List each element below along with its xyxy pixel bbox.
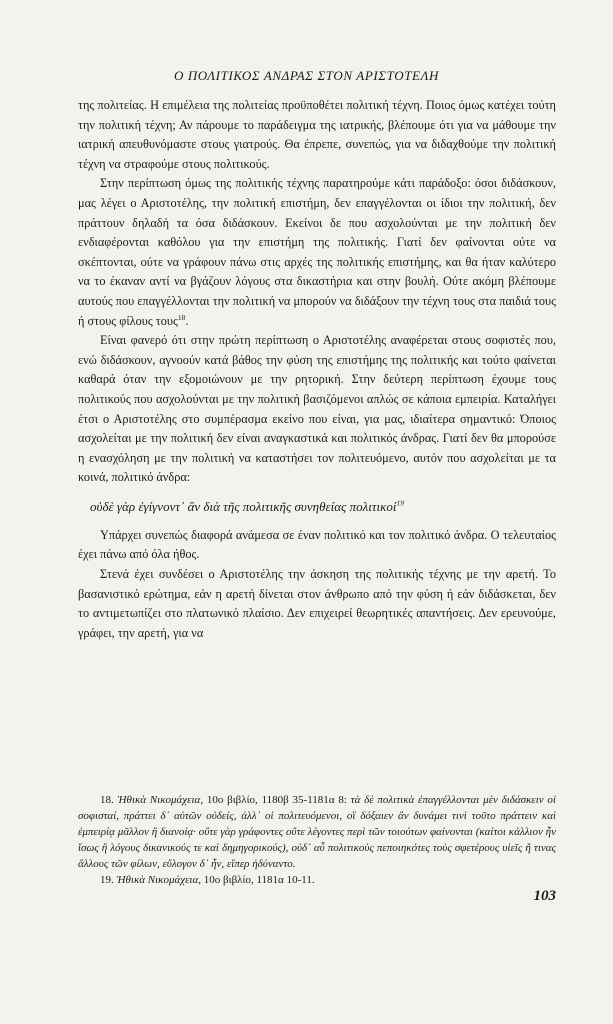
footnote-19-reference: , 10ο βιβλίο, 1181α 10-11. [198, 874, 315, 886]
footnote-ref-18[interactable]: 18 [177, 312, 186, 322]
greek-quote-text: οὐδὲ γὰρ ἐγίγνοντ᾽ ἂν διὰ τῆς πολιτικῆς συνηθείας πολιτικοί [90, 498, 397, 514]
greek-quote [90, 496, 556, 518]
footnote-18-number: 18. [100, 794, 114, 806]
footnote-19-number: 19. [100, 874, 114, 886]
footnote-ref-19[interactable]: 19 [396, 498, 404, 508]
page-number: 103 [533, 888, 556, 904]
running-header: Ο ΠΟΛΙΤΙΚΟΣ ΑΝΔΡΑΣ ΣΤΟΝ ΑΡΙΣΤΟΤΕΛΗ [173, 68, 440, 83]
paragraph-2-text: Στην περίπτωση όμως της πολιτικής τέχνης παρατηρούμε κάτι παράδοξο: όσοι διδάσκουν, μας λέγει ο Αριστοτέλης, την πολιτική επιστήμη, δεν επαγγέλονται οι ίδιοι την πολιτική, δεν πράττουν δηλαδή τα όσα διδάσκουν. Εκείνοι δε που ασχολούνται με την πολιτική δεν ενδιαφέρονται καθόλου για την επιστήμη της πολιτικής. Γιατί δεν φαίνονται ούτε να σκέπτονται, ούτε να γράφουν πάνω στις αρχές της πολιτικής επιστήμης, και θα ήταν καλύτερο να το έκαναν αντί να βγάζουν λόγους στα δικαστήρια και στην βουλή. Ούτε ακόμη βλέπουμε αυτούς που επαγγέλλονται την πολιτική να μπορούν να διδάξουν την τέχνη τους στα παιδιά τους ή στους φίλους τους [78, 176, 556, 328]
paragraph-1: της πολιτείας. Η επιμέλεια της πολιτείας προϋποθέτει πολιτική τέχνη. Ποιος όμως κατέχει τούτη την πολιτική τέχνη; Αν πάρουμε το παράδειγμα της ιατρικής, βλέπουμε ότι για να μάθουμε την ιατρική απευθυνόμαστε στους γιατρούς. Θα έπρεπε, συνεπώς, για να διδαχθούμε την πολιτική τέχνη να στραφούμε στους πολιτικούς. [78, 98, 556, 171]
paragraph-4: Υπάρχει συνεπώς διαφορά ανάμεσα σε έναν πολιτικό και τον πολιτικό άνδρα. Ο τελευταίος έχει πάνω από όλα ήθος. [78, 527, 556, 562]
footnote-19 [78, 872, 556, 888]
footnote-18-quote: τὰ δὲ πολιτικὰ ἐπαγγέλλονται μὲν διδάσκειν οἱ σοφισταί, πράττει δ᾽ αὐτῶν οὐδείς, ἀλλ᾽ οἱ πολιτευόμενοι, οἳ δόξαιεν ἂν δυνάμει τινὶ τοῦτο πράττειν καὶ ἐμπειρίᾳ μᾶλλον ἢ διανοίᾳ· οὔτε γὰρ γράφοντες οὔτε λέγοντες περὶ τῶν τοιούτων φαίνονται (καίτοι κάλλιον ἦν ἴσως ἢ λόγους δικανικούς τε καὶ δημηγορικούς), οὐδ᾽ αὖ πολιτικοὺς πεποιηκότες τοὺς σφετέρους υἱεῖς ἤ τινας ἄλλους τῶν φίλων, εὔλογον δ᾽ ἦν, εἴπερ ἠδύναντο. [78, 794, 556, 870]
paragraph-5: Στενά έχει συνδέσει ο Αριστοτέλης την άσκηση της πολιτικής τέχνης με την αρετή. Το βασανιστικό ερώτημα, εάν η αρετή δίνεται στον άνθρωπο από την φύση ή εάν διδάσκεται, δεν το αντιμετωπίζει στο πλατωνικό πλαίσιο. Δεν επιχειρεί θεωρητικές απαντήσεις. Δεν ερευνούμε, γράφει, την αρετή, για να [78, 567, 556, 640]
paragraph-3: Είναι φανερό ότι στην πρώτη περίπτωση ο Αριστοτέλης αναφέρεται στους σοφιστές που, ενώ διδάσκουν, αγνοούν κατά βάθος την φύση της επιστήμης της πολιτικής και τούτο φαίνεται καθαρά όταν την εξομοιώνουν με την ρητορική. Στην δεύτερη περίπτωση έχουμε τους πολιτικούς που ασχολούνται με την πολιτική βασιζόμενοι απλώς σε κάποια εμπειρία. Καταλήγει έτσι ο Αριστοτέλης στο συμπέρασμα εκείνο που είναι, για μας, ιδιαίτερα σημαντικό: Όποιος ασχολείται με την πολιτική δεν είναι αναγκαστικά και πολιτικός άνδρας. Γιατί δεν θα μπορούσε η ενασχόληση με την πολιτική να καταστήσει τον πολιτευόμενο, αυτόν που ασχολείται με τα κοινά, πολιτικό άνδρα: [78, 333, 556, 485]
footnote-18-title: Ἠθικὰ Νικομάχεια [117, 794, 201, 806]
main-text [78, 96, 556, 643]
footnote-18-reference: , 10ο βιβλίο, 1180β 35-1181α 8: [200, 794, 351, 806]
footnotes [78, 792, 556, 888]
footnote-19-title: Ἠθικὰ Νικομάχεια [116, 874, 199, 886]
footnote-18 [78, 792, 556, 872]
paragraph-2 [78, 174, 556, 331]
paragraph-2-end: . [185, 313, 189, 328]
